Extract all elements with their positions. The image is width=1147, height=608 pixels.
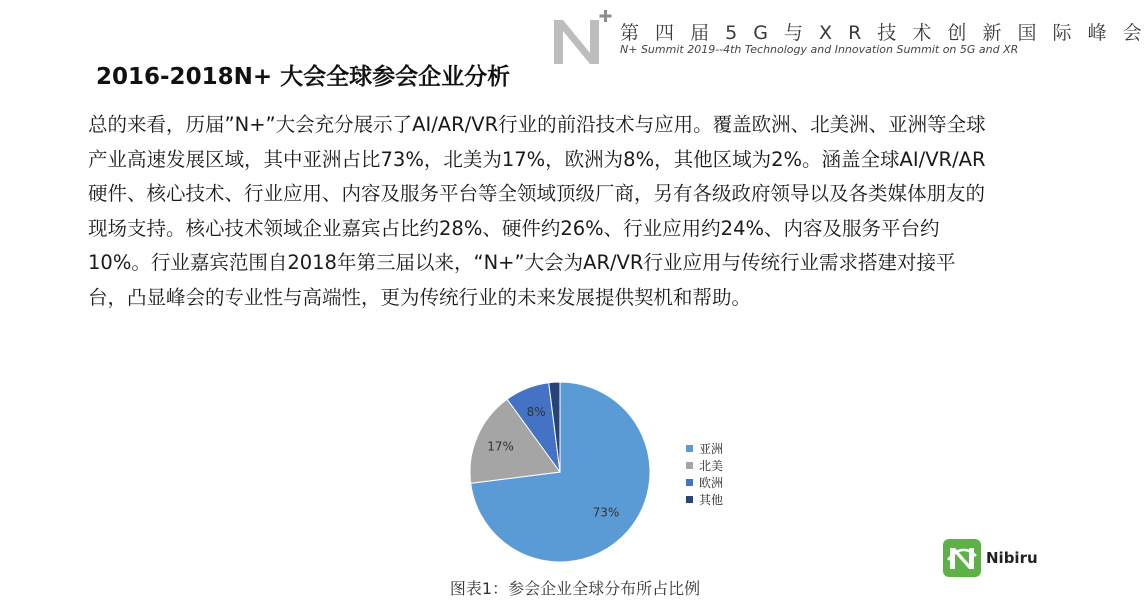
page-title: 2016-2018N+ 大会全球参会企业分析	[96, 64, 511, 90]
pie-data-label-1: 17%	[487, 439, 514, 454]
legend-label-0: 亚洲	[699, 442, 724, 456]
figure-caption-text: 图表1：参会企业全球分布所占比例	[449, 579, 701, 598]
legend-label-2: 欧洲	[699, 476, 724, 490]
chart-legend	[686, 440, 723, 508]
body-paragraph: 总的来看，历届”N+”大会充分展示了AI/AR/VR行业的前沿技术与应用。覆盖欧洲、北美洲、亚洲等全球产业高速发展区域，其中亚洲占比73%，北美为17%，欧洲为8%，其他区域为2%。涵盖全球AI/VR/AR硬件、核心技术、行业应用、内容及服务平台等全领域顶级厂商，另有各级政府领导以及各类媒体朋友的现场支持。核心技术领域企业嘉宾占比约28%、硬件约26%、行业应用约24%、内容及服务平台约10%。行业嘉宾范围自2018年第三届以来，“N+”大会为AR/VR行业应用与传统行业需求搭建对接平台，凸显峰会的专业性与高端性，更为传统行业的未来发展提供契机和帮助。	[88, 113, 986, 309]
legend-item-2	[686, 474, 723, 491]
nibiru-logo-icon	[942, 538, 982, 578]
nibiru-wordmark: Nibiru	[986, 549, 1038, 567]
summit-header	[552, 8, 1147, 68]
pie-data-label-0: 73%	[592, 505, 620, 520]
legend-label-1: 北美	[699, 459, 724, 473]
legend-swatch-0	[686, 445, 693, 452]
pie-data-label-2: 8%	[526, 404, 546, 419]
nibiru-logo	[942, 538, 1042, 578]
n-plus-logo-icon	[552, 10, 616, 68]
legend-item-3	[686, 491, 723, 508]
summit-title: 第 四 届 5 G 与 X R 技 术 创 新 国 际 峰 会	[620, 22, 1147, 44]
figure-caption	[0, 576, 1080, 599]
legend-label-3: 其他	[699, 493, 724, 507]
legend-swatch-3	[686, 496, 693, 503]
legend-item-1	[686, 457, 723, 474]
legend-swatch-2	[686, 479, 693, 486]
summit-subtitle: N+ Summit 2019--4th Technology and Innovation Summit on 5G and XR	[620, 43, 1019, 56]
pie-chart	[420, 372, 780, 572]
legend-item-0	[686, 440, 723, 457]
legend-swatch-1	[686, 462, 693, 469]
